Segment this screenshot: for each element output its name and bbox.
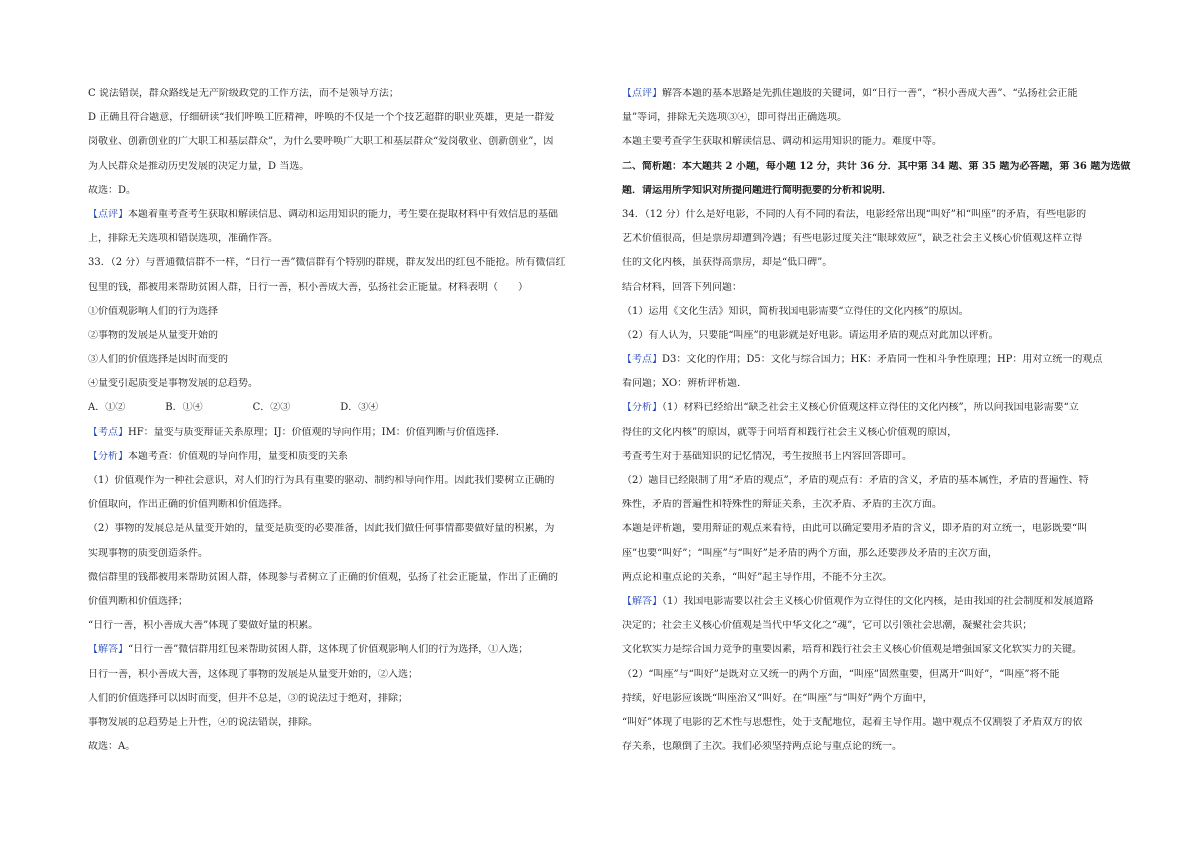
- line-text: ②事物的发展是从量变开始的: [88, 329, 218, 341]
- section-tag: 【考点】: [88, 426, 128, 438]
- line-text: 本题是评析题，要用辩证的观点来看待，由此可以确定要用矛盾的含义，即矛盾的对立统一，电影既要“叫: [622, 523, 1088, 535]
- section-tag: 【分析】: [622, 402, 662, 414]
- line-text: D3：文化的作用；D5：文化与综合国力；HK：矛盾同一性和斗争性原理；HP：用对立统一的观点: [662, 354, 1103, 366]
- line-text: HF：量变与质变辩证关系原理；IJ：价值观的导向作用；IM：价值判断与价值选择．: [128, 426, 506, 438]
- line-text: 本题考查：价值观的导向作用，量变和质变的关系: [128, 450, 348, 462]
- text-line: [622, 499, 1162, 523]
- line-text: A．①② B．①④ C．②③ D．③④: [88, 402, 379, 414]
- text-line: [88, 572, 590, 596]
- text-line: [622, 741, 1162, 765]
- text-line: [622, 161, 1162, 185]
- text-line: [622, 306, 1162, 330]
- text-line: [622, 572, 1162, 596]
- text-line: [622, 644, 1162, 668]
- text-line: [88, 257, 590, 281]
- line-text: （2）“叫座”与“叫好”是既对立又统一的两个方面，“叫座”固然重要，但离开“叫好”，“叫座”将不能: [622, 668, 1060, 680]
- line-text: ①价值观影响人们的行为选择: [88, 305, 218, 317]
- line-text: 价值取向，作出正确的价值判断和价值选择。: [88, 499, 288, 511]
- text-line: [88, 499, 590, 523]
- line-text: （1）运用《文化生活》知识，简析我国电影需要“立得住的文化内核”的原因。: [622, 305, 969, 317]
- line-text: 殊性，矛盾的普遍性和特殊性的辩证关系，主次矛盾、矛盾的主次方面。: [622, 499, 942, 511]
- text-line: [88, 402, 590, 426]
- line-text: 33．（2 分）与普通微信群不一样，“日行一善”微信群有个特别的群规，群友发出的红包不能抢。所有微信红: [88, 257, 566, 269]
- line-text: （1）材料已经给出“缺乏社会主义核心价值观这样立得住的文化内核”，所以问我国电影需要“立: [662, 402, 1079, 414]
- line-text: 实现事物的质变创造条件。: [88, 547, 208, 559]
- line-text: 本题着重考查考生获取和解读信息、调动和运用知识的能力，考生要在提取材料中有效信息的基础: [128, 208, 558, 220]
- text-line: [88, 88, 590, 112]
- line-text: 座”也要“叫好”；“叫座”与“叫好”是矛盾的两个方面，那么还要涉及矛盾的主次方面，: [622, 547, 998, 559]
- line-text: 本题主要考查学生获取和解读信息、调动和运用知识的能力。难度中等。: [622, 136, 942, 148]
- section-tag: 【解答】: [88, 644, 128, 656]
- text-line: [88, 112, 590, 136]
- line-text: （1）价值观作为一种社会意识，对人们的行为具有重要的驱动、制约和导向作用。因此我们要树立正确的: [88, 475, 555, 486]
- line-text: “日行一善”微信群用红包来帮助贫困人群，这体现了价值观影响人们的行为选择，①入选；: [128, 644, 529, 656]
- section-tag: 【考点】: [622, 354, 662, 366]
- text-line: [622, 451, 1162, 475]
- line-text: 结合材料，回答下列问题：: [622, 281, 742, 293]
- text-line: [622, 233, 1162, 257]
- line-text: 文化软实力是综合国力竞争的重要因素，培育和践行社会主义核心价值观是增强国家文化软实力的关键。: [622, 644, 1082, 656]
- text-line: [88, 306, 590, 330]
- text-line: [88, 620, 590, 644]
- text-line: [622, 523, 1162, 547]
- text-line: [88, 282, 590, 306]
- text-line: [88, 548, 590, 572]
- line-text: 住的文化内核，虽获得高票房，却是“低口碑”。: [622, 257, 833, 269]
- line-text: ③人们的价值选择是因时而变的: [88, 354, 228, 366]
- text-line: [622, 257, 1162, 281]
- text-line: [88, 451, 590, 475]
- line-text: 看问题；XO：辨析评析题．: [622, 378, 748, 390]
- line-text: 微信群里的钱都被用来帮助贫困人群，体现参与者树立了正确的价值观，弘扬了社会正能量，作出了正确的: [88, 571, 558, 583]
- line-text: 价值判断和价值选择；: [88, 595, 188, 607]
- text-line: [88, 669, 590, 693]
- line-text: 人们的价值选择可以因时而变，但并不总是，③的说法过于绝对，排除；: [88, 692, 408, 704]
- text-line: [622, 112, 1162, 136]
- line-text: （2）事物的发展总是从量变开始的，量变是质变的必要准备，因此我们做任何事情都要做好量的积累，为: [88, 523, 555, 535]
- line-text: （1）我国电影需要以社会主义核心价值观作为立得住的文化内核，是由我国的社会制度和发展道路: [662, 595, 1094, 607]
- text-line: [622, 427, 1162, 451]
- text-line: [622, 596, 1162, 620]
- text-line: [88, 378, 590, 402]
- line-text: 持续，好电影应该既“叫座治又“叫好。在“叫座”与“叫好”两个方面中，: [622, 692, 933, 704]
- text-line: [88, 741, 590, 765]
- line-text: ④量变引起质变是事物发展的总趋势。: [88, 378, 258, 390]
- text-line: [622, 717, 1162, 741]
- text-line: [88, 330, 590, 354]
- section-tag: 【解答】: [622, 595, 662, 607]
- text-line: [88, 523, 590, 547]
- line-text: 解答本题的基本思路是先抓住题肢的关键词，如“日行一善”，“积小善成大善”、“弘扬社会正能: [662, 88, 1078, 99]
- line-text: C 说法错误，群众路线是无产阶级政党的工作方法，而不是领导方法；: [88, 88, 399, 99]
- text-line: [622, 88, 1162, 112]
- left-column: [88, 88, 590, 765]
- text-line: [88, 693, 590, 717]
- line-text: 岗敬业、创新创业的广大职工和基层群众”，为什么要呼唤广大职工和基层群众“爱岗敬业、创新创业”，因: [88, 136, 554, 148]
- line-text: 量”等词，排除无关选项③④，即可得出正确选项。: [622, 112, 848, 124]
- text-line: [88, 427, 590, 451]
- line-text: 34．（12 分）什么是好电影，不同的人有不同的看法，电影经常出现“叫好”和“叫座”的矛盾，有些电影的: [622, 208, 1087, 220]
- text-line: [88, 185, 590, 209]
- right-column: [622, 88, 1162, 765]
- line-text: （2）有人认为，只要能“叫座”的电影就是好电影。请运用矛盾的观点对此加以评析。: [622, 329, 999, 341]
- text-line: [88, 475, 590, 499]
- text-line: [622, 402, 1162, 426]
- text-line: [622, 620, 1162, 644]
- section-tag: 【分析】: [88, 450, 128, 462]
- line-text: 艺术价值很高，但是票房却遭到冷遇；有些电影过度关注“眼球效应”，缺乏社会主义核心价值观这样立得: [622, 233, 1083, 245]
- line-text: 考查考生对于基础知识的记忆情况，考生按照书上内容回答即可。: [622, 450, 912, 462]
- text-line: [88, 717, 590, 741]
- line-text: 日行一善，积小善成大善，这体现了事物的发展是从量变开始的，②入选；: [88, 668, 418, 680]
- section-tag: 【点评】: [622, 88, 662, 99]
- line-text: 题．请运用所学知识对所提问题进行简明扼要的分析和说明．: [622, 184, 892, 196]
- line-text: 为人民群众是推动历史发展的决定力量，D 当选。: [88, 160, 310, 172]
- text-line: [88, 354, 590, 378]
- text-line: [622, 209, 1162, 233]
- text-line: [88, 644, 590, 668]
- text-line: [622, 548, 1162, 572]
- text-line: [622, 185, 1162, 209]
- text-line: [622, 136, 1162, 160]
- line-text: 事物发展的总趋势是上升性，④的说法错误，排除。: [88, 716, 318, 728]
- line-text: “叫好”体现了电影的艺术性与思想性，处于支配地位，起着主导作用。题中观点不仅割裂了矛盾双方的依: [622, 716, 1083, 728]
- line-text: D 正确且符合题意，仔细研读“我们呼唤工匠精神，呼唤的不仅是一个个技艺超群的职业英雄，更是一群爱: [88, 112, 555, 124]
- line-text: 包里的钱，都被用来帮助贫困人群，日行一善，积小善成大善，弘扬社会正能量。材料表明（ ）: [88, 281, 528, 293]
- text-line: [88, 161, 590, 185]
- text-line: [88, 136, 590, 160]
- line-text: 故选：D。: [88, 184, 137, 196]
- text-line: [622, 354, 1162, 378]
- text-line: [88, 596, 590, 620]
- line-text: （2）题目已经限制了用“矛盾的观点”，矛盾的观点有：矛盾的含义，矛盾的基本属性，矛盾的普遍性、特: [622, 475, 1089, 486]
- text-line: [622, 693, 1162, 717]
- line-text: “日行一善，积小善成大善”体现了要做好量的积累。: [88, 620, 319, 632]
- text-line: [622, 669, 1162, 693]
- line-text: 得住的文化内核”的原因，就等于问培育和践行社会主义核心价值观的原因，: [622, 426, 958, 438]
- line-text: 决定的；社会主义核心价值观是当代中华文化之“魂”，它可以引领社会思潮，凝聚社会共识；: [622, 620, 1033, 632]
- text-line: [622, 378, 1162, 402]
- text-line: [622, 475, 1162, 499]
- section-tag: 【点评】: [88, 208, 128, 220]
- text-line: [622, 330, 1162, 354]
- line-text: 故选：A。: [88, 741, 136, 753]
- text-line: [88, 209, 590, 233]
- line-text: 存关系，也颠倒了主次。我们必须坚持两点论与重点论的统一。: [622, 741, 902, 753]
- line-text: 二、简析题：本大题共 2 小题，每小题 12 分，共计 36 分．其中第 34 题、第 35 题为必答题，第 36 题为选做: [622, 160, 1131, 172]
- text-line: [622, 282, 1162, 306]
- line-text: 两点论和重点论的关系，“叫好”起主导作用，不能不分主次。: [622, 571, 893, 583]
- line-text: 上，排除无关选项和错误选项，准确作答。: [88, 233, 278, 245]
- text-line: [88, 233, 590, 257]
